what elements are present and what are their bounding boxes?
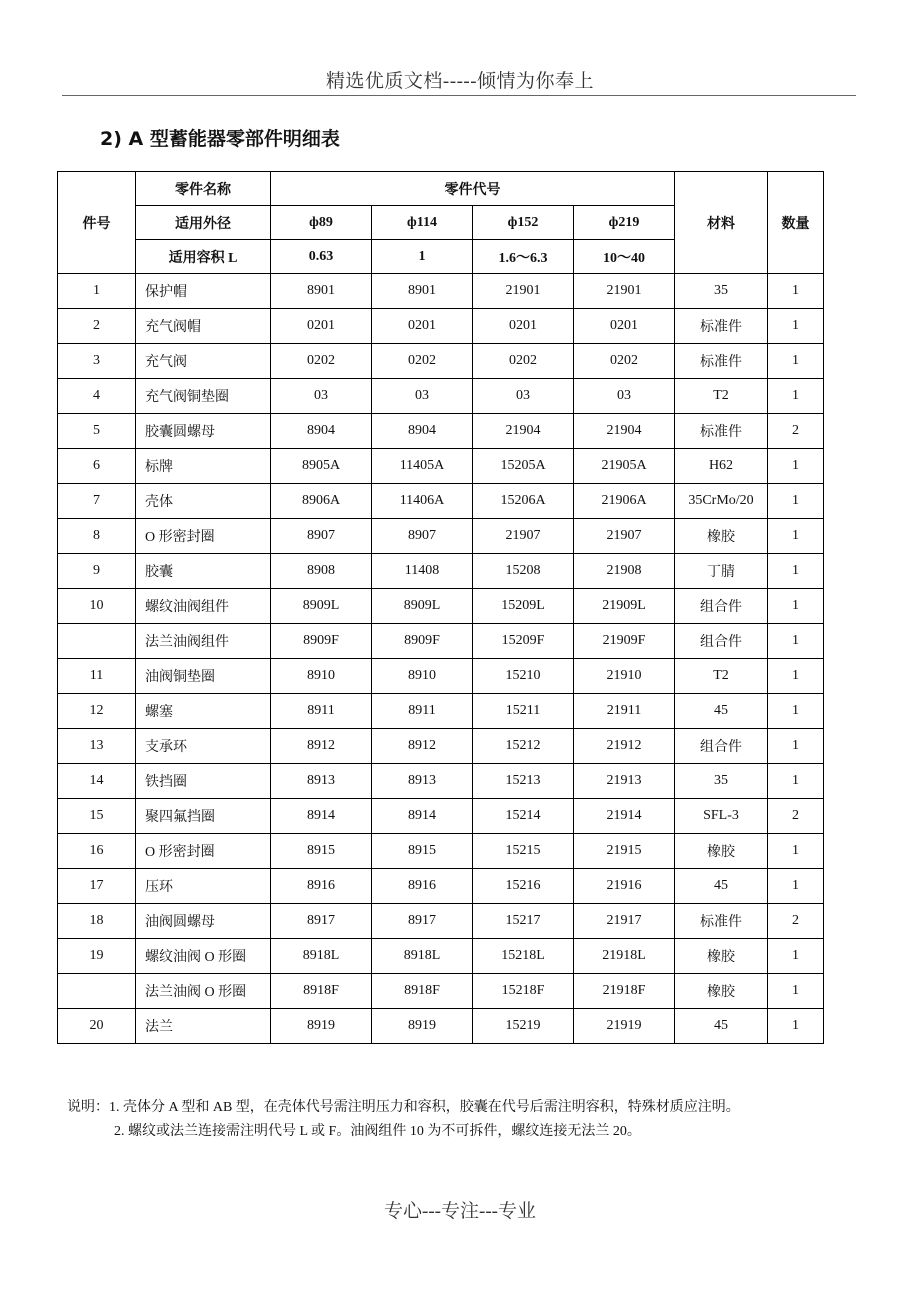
material-cell: T2 xyxy=(675,659,768,694)
item-no-cell: 5 xyxy=(58,414,136,449)
part-code-cell: 8913 xyxy=(271,764,372,799)
part-name-cell: 充气阀 xyxy=(136,344,271,379)
part-code-cell: 03 xyxy=(574,379,675,414)
part-code-cell: 8912 xyxy=(271,729,372,764)
part-code-cell: 0202 xyxy=(372,344,473,379)
part-code-cell: 8904 xyxy=(372,414,473,449)
material-cell: 45 xyxy=(675,869,768,904)
part-code-cell: 21907 xyxy=(473,519,574,554)
header-outer-diameter: 适用外径 xyxy=(136,206,271,240)
diameter-cell: ф219 xyxy=(574,206,675,240)
part-code-cell: 03 xyxy=(271,379,372,414)
part-code-cell: 15218L xyxy=(473,939,574,974)
part-code-cell: 8909F xyxy=(271,624,372,659)
quantity-cell: 1 xyxy=(768,869,824,904)
volume-cell: 0.63 xyxy=(271,240,372,274)
part-code-cell: 8916 xyxy=(372,869,473,904)
part-name-cell: 法兰油阀组件 xyxy=(136,624,271,659)
part-code-cell: 15206A xyxy=(473,484,574,519)
part-code-cell: 21907 xyxy=(574,519,675,554)
table-row xyxy=(58,449,824,484)
part-code-cell: 8906A xyxy=(271,484,372,519)
material-cell: 橡胶 xyxy=(675,834,768,869)
part-code-cell: 21905A xyxy=(574,449,675,484)
part-code-cell: 8917 xyxy=(271,904,372,939)
table-row xyxy=(58,694,824,729)
material-cell: 组合件 xyxy=(675,624,768,659)
table-row xyxy=(58,309,824,344)
part-code-cell: 15217 xyxy=(473,904,574,939)
parts-table xyxy=(57,171,824,1044)
part-name-cell: 螺纹油阀组件 xyxy=(136,589,271,624)
volume-cell: 1 xyxy=(372,240,473,274)
item-no-cell: 7 xyxy=(58,484,136,519)
part-code-cell: 0202 xyxy=(271,344,372,379)
table-row xyxy=(58,974,824,1009)
table-row xyxy=(58,344,824,379)
part-code-cell: 21908 xyxy=(574,554,675,589)
part-code-cell: 03 xyxy=(473,379,574,414)
quantity-cell: 1 xyxy=(768,659,824,694)
part-code-cell: 21911 xyxy=(574,694,675,729)
table-row xyxy=(58,624,824,659)
header-material: 材料 xyxy=(675,172,768,274)
table-row xyxy=(58,589,824,624)
material-cell: 35 xyxy=(675,764,768,799)
part-code-cell: 15215 xyxy=(473,834,574,869)
material-cell: 组合件 xyxy=(675,589,768,624)
item-no-cell: 15 xyxy=(58,799,136,834)
part-code-cell: 0201 xyxy=(372,309,473,344)
part-name-cell: 充气阀铜垫圈 xyxy=(136,379,271,414)
part-code-cell: 0202 xyxy=(574,344,675,379)
header-row-part-name xyxy=(58,172,824,206)
part-code-cell: 21904 xyxy=(473,414,574,449)
part-code-cell: 15209F xyxy=(473,624,574,659)
part-name-cell: 充气阀帽 xyxy=(136,309,271,344)
part-code-cell: 8907 xyxy=(372,519,473,554)
table-row xyxy=(58,379,824,414)
part-code-cell: 15214 xyxy=(473,799,574,834)
quantity-cell: 1 xyxy=(768,379,824,414)
part-code-cell: 21917 xyxy=(574,904,675,939)
part-code-cell: 8912 xyxy=(372,729,473,764)
quantity-cell: 1 xyxy=(768,309,824,344)
part-code-cell: 11408 xyxy=(372,554,473,589)
quantity-cell: 1 xyxy=(768,729,824,764)
item-no-cell xyxy=(58,624,136,659)
part-code-cell: 15210 xyxy=(473,659,574,694)
item-no-cell: 20 xyxy=(58,1009,136,1044)
quantity-cell: 1 xyxy=(768,624,824,659)
table-row xyxy=(58,939,824,974)
part-code-cell: 8910 xyxy=(271,659,372,694)
item-no-cell: 17 xyxy=(58,869,136,904)
material-cell: 45 xyxy=(675,694,768,729)
table-row xyxy=(58,659,824,694)
part-code-cell: 21915 xyxy=(574,834,675,869)
part-name-cell: 压环 xyxy=(136,869,271,904)
part-code-cell: 21904 xyxy=(574,414,675,449)
item-no-cell: 19 xyxy=(58,939,136,974)
table-row xyxy=(58,729,824,764)
table-row xyxy=(58,904,824,939)
part-code-cell: 21918F xyxy=(574,974,675,1009)
table-row xyxy=(58,1009,824,1044)
item-no-cell xyxy=(58,974,136,1009)
part-code-cell: 21910 xyxy=(574,659,675,694)
part-code-cell: 21918L xyxy=(574,939,675,974)
part-code-cell: 8916 xyxy=(271,869,372,904)
quantity-cell: 1 xyxy=(768,274,824,309)
table-row xyxy=(58,484,824,519)
item-no-cell: 3 xyxy=(58,344,136,379)
item-no-cell: 14 xyxy=(58,764,136,799)
diameter-cell: ф152 xyxy=(473,206,574,240)
part-code-cell: 8914 xyxy=(271,799,372,834)
item-no-cell: 9 xyxy=(58,554,136,589)
header-part-name: 零件名称 xyxy=(136,172,271,206)
quantity-cell: 1 xyxy=(768,694,824,729)
diameter-cell: ф89 xyxy=(271,206,372,240)
notes xyxy=(67,1096,867,1144)
part-code-cell: 21914 xyxy=(574,799,675,834)
quantity-cell: 1 xyxy=(768,554,824,589)
part-code-cell: 8915 xyxy=(372,834,473,869)
material-cell: 丁腈 xyxy=(675,554,768,589)
part-code-cell: 8911 xyxy=(271,694,372,729)
part-code-cell: 15208 xyxy=(473,554,574,589)
part-code-cell: 8914 xyxy=(372,799,473,834)
part-name-cell: 油阀铜垫圈 xyxy=(136,659,271,694)
item-no-cell: 2 xyxy=(58,309,136,344)
part-code-cell: 21919 xyxy=(574,1009,675,1044)
item-no-cell: 1 xyxy=(58,274,136,309)
part-code-cell: 8901 xyxy=(372,274,473,309)
material-cell: SFL-3 xyxy=(675,799,768,834)
volume-cell: 1.6～6.3 xyxy=(473,240,574,274)
material-cell: 橡胶 xyxy=(675,939,768,974)
table-row xyxy=(58,519,824,554)
part-code-cell: 15212 xyxy=(473,729,574,764)
part-name-cell: 法兰油阀 O 形圈 xyxy=(136,974,271,1009)
material-cell: 橡胶 xyxy=(675,974,768,1009)
item-no-cell: 8 xyxy=(58,519,136,554)
header-quantity: 数量 xyxy=(768,172,824,274)
item-no-cell: 13 xyxy=(58,729,136,764)
part-code-cell: 8919 xyxy=(372,1009,473,1044)
part-code-cell: 8918L xyxy=(372,939,473,974)
part-code-cell: 8908 xyxy=(271,554,372,589)
part-name-cell: 壳体 xyxy=(136,484,271,519)
material-cell: 标准件 xyxy=(675,414,768,449)
quantity-cell: 1 xyxy=(768,344,824,379)
material-cell: T2 xyxy=(675,379,768,414)
quantity-cell: 1 xyxy=(768,589,824,624)
part-code-cell: 21913 xyxy=(574,764,675,799)
part-code-cell: 15209L xyxy=(473,589,574,624)
part-code-cell: 0201 xyxy=(271,309,372,344)
part-code-cell: 21909L xyxy=(574,589,675,624)
part-code-cell: 8913 xyxy=(372,764,473,799)
material-cell: 组合件 xyxy=(675,729,768,764)
part-code-cell: 11406A xyxy=(372,484,473,519)
part-code-cell: 21901 xyxy=(574,274,675,309)
section-title: 2) A 型蓄能器零部件明细表 xyxy=(100,128,340,150)
part-name-cell: 法兰 xyxy=(136,1009,271,1044)
table-row xyxy=(58,834,824,869)
header-part-code: 零件代号 xyxy=(271,172,675,206)
quantity-cell: 1 xyxy=(768,484,824,519)
part-code-cell: 11405A xyxy=(372,449,473,484)
material-cell: 标准件 xyxy=(675,309,768,344)
diameter-cell: ф114 xyxy=(372,206,473,240)
part-code-cell: 03 xyxy=(372,379,473,414)
part-code-cell: 21916 xyxy=(574,869,675,904)
note-line-2: 2. 螺纹或法兰连接需注明代号 L 或 F。油阀组件 10 为不可拆件，螺纹连接无法兰 20。 xyxy=(114,1124,641,1139)
table-row xyxy=(58,799,824,834)
part-name-cell: 铁挡圈 xyxy=(136,764,271,799)
part-code-cell: 0202 xyxy=(473,344,574,379)
item-no-cell: 11 xyxy=(58,659,136,694)
part-code-cell: 15213 xyxy=(473,764,574,799)
material-cell: 35CrMo/20 xyxy=(675,484,768,519)
part-code-cell: 8909L xyxy=(271,589,372,624)
item-no-cell: 12 xyxy=(58,694,136,729)
part-code-cell: 8909F xyxy=(372,624,473,659)
part-code-cell: 8919 xyxy=(271,1009,372,1044)
item-no-cell: 18 xyxy=(58,904,136,939)
part-code-cell: 8905A xyxy=(271,449,372,484)
page-footer: 专心---专注---专业 xyxy=(384,1201,536,1222)
part-code-cell: 15219 xyxy=(473,1009,574,1044)
part-code-cell: 8918F xyxy=(372,974,473,1009)
quantity-cell: 1 xyxy=(768,834,824,869)
part-name-cell: O 形密封圈 xyxy=(136,519,271,554)
table-row xyxy=(58,414,824,449)
header-divider xyxy=(62,95,856,96)
header-volume: 适用容积 L xyxy=(136,240,271,274)
item-no-cell: 6 xyxy=(58,449,136,484)
material-cell: 标准件 xyxy=(675,904,768,939)
table-row xyxy=(58,554,824,589)
table-row xyxy=(58,764,824,799)
quantity-cell: 1 xyxy=(768,939,824,974)
table-row xyxy=(58,869,824,904)
quantity-cell: 1 xyxy=(768,519,824,554)
part-code-cell: 0201 xyxy=(574,309,675,344)
material-cell: 35 xyxy=(675,274,768,309)
part-name-cell: 螺塞 xyxy=(136,694,271,729)
part-code-cell: 21906A xyxy=(574,484,675,519)
part-code-cell: 8918F xyxy=(271,974,372,1009)
material-cell: 橡胶 xyxy=(675,519,768,554)
volume-cell: 10～40 xyxy=(574,240,675,274)
item-no-cell: 16 xyxy=(58,834,136,869)
part-name-cell: 螺纹油阀 O 形圈 xyxy=(136,939,271,974)
material-cell: 标准件 xyxy=(675,344,768,379)
item-no-cell: 4 xyxy=(58,379,136,414)
quantity-cell: 2 xyxy=(768,414,824,449)
part-code-cell: 8904 xyxy=(271,414,372,449)
part-code-cell: 8910 xyxy=(372,659,473,694)
part-name-cell: 胶囊圆螺母 xyxy=(136,414,271,449)
part-name-cell: 油阀圆螺母 xyxy=(136,904,271,939)
quantity-cell: 1 xyxy=(768,764,824,799)
part-code-cell: 8911 xyxy=(372,694,473,729)
part-name-cell: 标牌 xyxy=(136,449,271,484)
part-code-cell: 15211 xyxy=(473,694,574,729)
material-cell: H62 xyxy=(675,449,768,484)
part-name-cell: 保护帽 xyxy=(136,274,271,309)
part-code-cell: 8917 xyxy=(372,904,473,939)
item-no-cell: 10 xyxy=(58,589,136,624)
quantity-cell: 2 xyxy=(768,799,824,834)
quantity-cell: 2 xyxy=(768,904,824,939)
part-code-cell: 21912 xyxy=(574,729,675,764)
material-cell: 45 xyxy=(675,1009,768,1044)
part-code-cell: 8918L xyxy=(271,939,372,974)
quantity-cell: 1 xyxy=(768,449,824,484)
part-code-cell: 15205A xyxy=(473,449,574,484)
quantity-cell: 1 xyxy=(768,1009,824,1044)
part-code-cell: 8915 xyxy=(271,834,372,869)
part-code-cell: 8909L xyxy=(372,589,473,624)
part-name-cell: 聚四氟挡圈 xyxy=(136,799,271,834)
part-code-cell: 15216 xyxy=(473,869,574,904)
part-name-cell: 胶囊 xyxy=(136,554,271,589)
part-code-cell: 21909F xyxy=(574,624,675,659)
part-name-cell: 支承环 xyxy=(136,729,271,764)
part-code-cell: 21901 xyxy=(473,274,574,309)
part-name-cell: O 形密封圈 xyxy=(136,834,271,869)
page-header: 精选优质文档-----倾情为你奉上 xyxy=(325,71,595,92)
part-code-cell: 8907 xyxy=(271,519,372,554)
part-code-cell: 0201 xyxy=(473,309,574,344)
note-line-1: 说明：1. 壳体分 A 型和 AB 型，在壳体代号需注明压力和容积，胶囊在代号后需注明容积，特殊材质应注明。 xyxy=(67,1100,740,1115)
quantity-cell: 1 xyxy=(768,974,824,1009)
part-code-cell: 15218F xyxy=(473,974,574,1009)
table-row xyxy=(58,274,824,309)
header-item-no: 件号 xyxy=(58,172,136,274)
part-code-cell: 8901 xyxy=(271,274,372,309)
